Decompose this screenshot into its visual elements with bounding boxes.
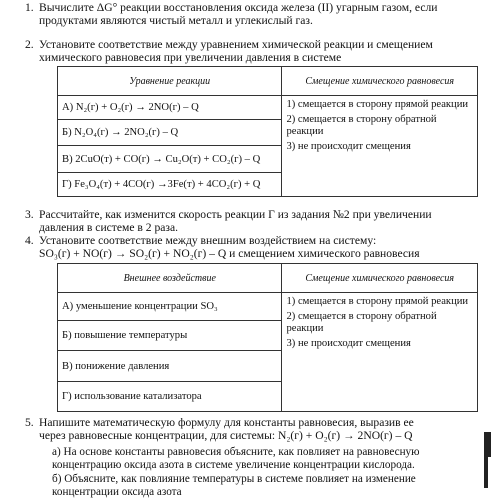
question-number: 1. — [25, 1, 34, 14]
question-text-line: продуктами являются чистый металл и углекислый газ. — [39, 14, 313, 27]
subquestion-text-line: б) Объясните, как повлияние температуры в системе повлияет на изменение — [52, 473, 416, 485]
question-number: 2. — [25, 38, 34, 51]
table-cell: А) N₂(г) + O₂(г) → 2NO(г) – Q — [58, 96, 282, 120]
table-cell: Г) использование катализатора — [58, 382, 282, 412]
question-1 — [25, 1, 438, 27]
question-number: 4. — [25, 234, 34, 247]
question-5 — [25, 416, 414, 442]
question-text-line: через равновесные концентрации, для системы: N₂(г) + O₂(г) → 2NO(г) – Q — [39, 429, 413, 442]
answer-option: 3) не происходит смещения — [286, 338, 411, 349]
table-header: Смещение химического равновесия — [282, 264, 478, 293]
options-cell — [282, 293, 478, 412]
question-text-line: Рассчитайте, как изменится скорость реакции Г из задания №2 при увеличении — [39, 208, 432, 221]
answer-option: 2) смещается в сторону обратной реакции — [286, 311, 437, 334]
options-cell — [282, 96, 478, 197]
question-number: 5. — [25, 416, 34, 429]
question-text-line: Установите соответствие между уравнением химической реакции и смещением — [39, 38, 433, 51]
table-header: Внешнее воздействие — [58, 264, 282, 293]
table-cell: А) уменьшение концентрации SO₃ — [58, 293, 282, 321]
subquestion-text-line: концентрации оксида азота — [52, 486, 182, 498]
table-header: Смещение химического равновесия — [282, 67, 478, 96]
table-cell: Г) Fe₃O₄(т) + 4CO(г) →3Fe(т) + 4CO₂(г) + Q — [58, 173, 282, 197]
answer-option: 3) не происходит смещения — [286, 141, 411, 152]
table-cell: Б) N₂O₄(г) → 2NO₂(г) – Q — [58, 120, 282, 146]
question-3 — [25, 208, 432, 234]
answer-option: 1) смещается в сторону прямой реакции — [286, 99, 469, 110]
question-text-line: Установите соответствие между внешним воздействием на систему: — [39, 234, 377, 247]
subquestion-b — [52, 473, 416, 499]
answer-option: 2) смещается в сторону обратной реакции — [286, 114, 437, 137]
question-text-line: SO₃(г) + NO(г) → SO₂(г) + NO₂(г) – Q и смещением химического равновесия — [39, 247, 420, 260]
subquestion-text-line: концентрацию оксида азота в системе увеличение концентрации кислорода. — [52, 459, 415, 471]
subquestion-a — [52, 446, 420, 472]
question-text-line: давления в системе в 2 раза. — [39, 221, 179, 234]
influence-table — [57, 263, 478, 412]
question-4 — [25, 234, 420, 260]
question-text-line: Вычислите ΔG° реакции восстановления оксида железа (II) угарным газом, если — [39, 1, 438, 14]
reaction-table — [57, 66, 478, 197]
question-text-line: Напишите математическую формулу для константы равновесия, выразив ее — [39, 416, 414, 429]
table-header: Уравнение реакции — [58, 67, 282, 96]
table-cell: Б) повышение температуры — [58, 321, 282, 351]
question-2 — [25, 38, 433, 64]
scrollbar-edge-gap — [488, 457, 491, 488]
question-number: 3. — [25, 208, 34, 221]
table-cell: В) 2CuO(т) + CO(г) → Cu₂O(т) + CO₂(г) – Q — [58, 146, 282, 173]
subquestion-text-line: а) На основе константы равновесия объясните, как повлияет на равновесную — [52, 446, 420, 458]
table-cell: В) понижение давления — [58, 351, 282, 382]
answer-option: 1) смещается в сторону прямой реакции — [286, 296, 469, 307]
question-text-line: химического равновесия при увеличении давления в системе — [39, 51, 342, 64]
